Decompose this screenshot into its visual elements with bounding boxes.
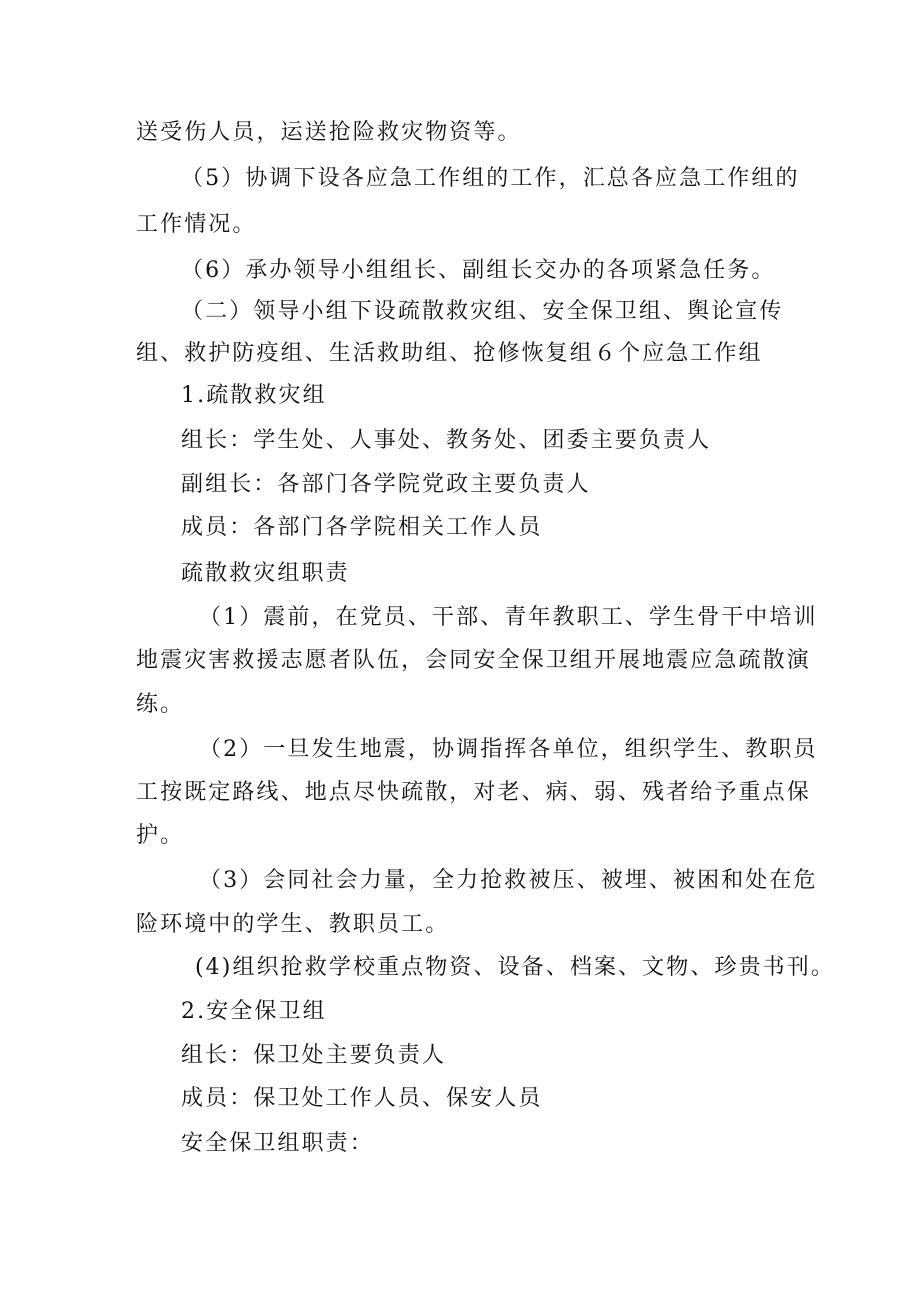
text-line: (4)组织抢救学校重点物资、设备、档案、文物、珍贵书刊。 xyxy=(195,955,835,980)
text-line: 护。 xyxy=(136,823,185,848)
text-line: 险环境中的学生、教职员工。 xyxy=(136,912,450,937)
text-line: （3）会同社会力量，全力抢救被压、被埋、被困和处在危 xyxy=(199,868,818,893)
text-line: （6）承办领导小组组长、副组长交办的各项紧急任务。 xyxy=(181,258,776,283)
text-line: （5）协调下设各应急工作组的工作，汇总各应急工作组的 xyxy=(181,166,800,191)
text-line: 工作情况。 xyxy=(136,212,257,237)
text-line: （1）震前，在党员、干部、青年教职工、学生骨干中培训 xyxy=(199,605,818,630)
text-line: （2）一旦发生地震，协调指挥各单位，组织学生、教职员 xyxy=(199,737,818,762)
text-line: 成员：保卫处工作人员、保安人员 xyxy=(181,1086,543,1111)
section-heading: 2.安全保卫组 xyxy=(181,999,327,1024)
text-line: （二）领导小组下设疏散救灾组、安全保卫组、舆论宣传 xyxy=(181,299,784,324)
text-line: 成员：各部门各学院相关工作人员 xyxy=(181,515,543,540)
text-line: 组长：保卫处主要负责人 xyxy=(181,1043,447,1068)
section-heading: 1.疏散救灾组 xyxy=(181,383,327,408)
text-line: 副组长：各部门各学院党政主要负责人 xyxy=(181,472,591,497)
text-line: 疏散救灾组职责 xyxy=(181,561,350,586)
text-line: 组、救护防疫组、生活救助组、抢修恢复组６个应急工作组 xyxy=(136,341,763,366)
text-line: 练。 xyxy=(136,692,185,717)
text-line: 工按既定路线、地点尽快疏散，对老、病、弱、残者给予重点保 xyxy=(136,780,811,805)
text-line: 组长：学生处、人事处、教务处、团委主要负责人 xyxy=(181,428,712,453)
text-line: 送受伤人员，运送抢险救灾物资等。 xyxy=(136,120,522,145)
text-line: 安全保卫组职责： xyxy=(181,1131,374,1156)
text-line: 地震灾害救援志愿者队伍，会同安全保卫组开展地震应急疏散演 xyxy=(136,648,811,673)
